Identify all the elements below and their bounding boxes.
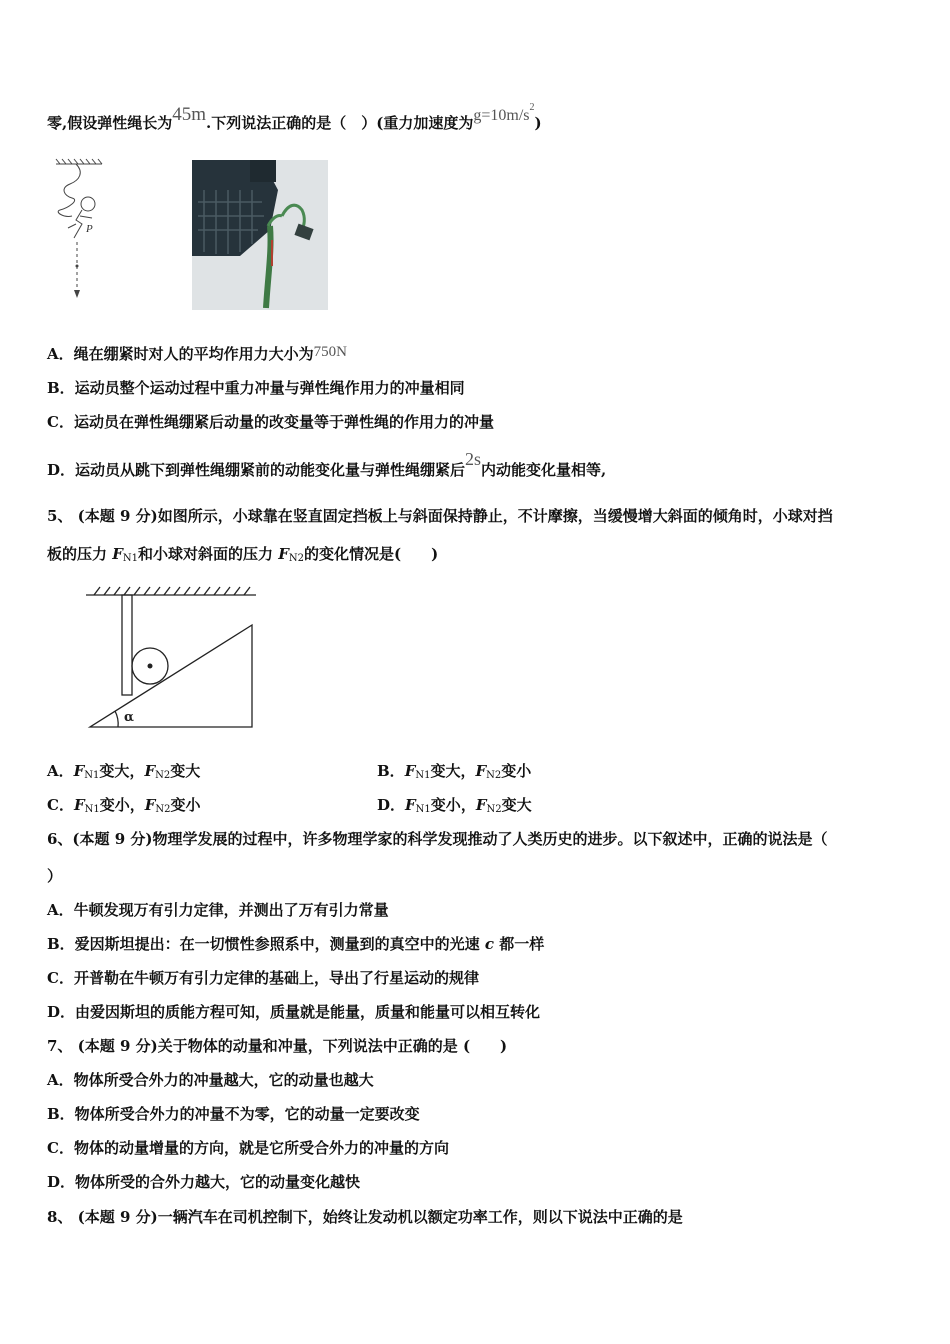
q6-stem-line1: 6、(本题 9 分)物理学发展的过程中，许多物理学家的科学发现推动了人类历史的进步。以下叙述中，正确的说法是（: [47, 830, 828, 848]
q5-stem-line2: 板的压力 $F_{N1}$和小球对斜面的压力 $F_{N2}$的变化情况是( ): [47, 545, 439, 564]
q7-option-b: B．物体所受合外力的冲量不为零，它的动量一定要改变: [47, 1105, 420, 1123]
q6-option-c: C．开普勒在牛顿万有引力定律的基础上，导出了行星运动的规律: [47, 969, 479, 987]
q6-option-d: D．由爱因斯坦的质能方程可知，质量就是能量，质量和能量可以相互转化: [47, 1003, 541, 1021]
q5-option-c: C．$F_{N1}$变小，$F_{N2}$变小: [47, 796, 201, 815]
q8-stem: 8、 (本题 9 分)一辆汽车在司机控制下，始终让发动机以额定功率工作，则以下说法中正确的是: [47, 1208, 683, 1226]
q4-g-exponent: 2: [529, 102, 535, 113]
q7-option-d: D．物体所受的合外力越大，它的动量变化越快: [47, 1173, 361, 1191]
q4-length-value: 45m: [172, 104, 207, 125]
q4-stem: 零,假设弹性绳长为45m.下列说法正确的是（ ）(重力加速度为$g=10m/s^2$): [47, 102, 542, 132]
q5-option-a: A．$F_{N1}$变大，$F_{N2}$变大: [47, 762, 201, 781]
q7-option-c: C．物体的动量增量的方向，就是它所受合外力的冲量的方向: [47, 1139, 449, 1157]
q7-option-a: A．物体所受合外力的冲量越大，它的动量也越大: [47, 1071, 374, 1089]
q6-option-a: A．牛顿发现万有引力定律，并测出了万有引力常量: [47, 901, 389, 919]
q4-option-b: B．运动员整个运动过程中重力冲量与弹性绳作用力的冲量相同: [47, 379, 465, 397]
point-p-label: P: [86, 223, 93, 235]
q5-stem-line1: 5、 (本题 9 分)如图所示，小球靠在竖直固定挡板上与斜面保持静止，不计摩擦，当缓慢增大斜面的倾角时，小球对挡: [47, 507, 833, 525]
q4-option-d-value: 2s: [465, 449, 482, 469]
incline-diagram: [84, 585, 260, 733]
q4-option-a-value: 750N: [313, 344, 347, 360]
q5-option-b: B．$F_{N1}$变大，$F_{N2}$变小: [377, 762, 532, 781]
q6-stem-line2: ）: [47, 867, 63, 885]
q4-option-c: C．运动员在弹性绳绷紧后动量的改变量等于弹性绳的作用力的冲量: [47, 413, 494, 431]
bungee-diagram: [50, 158, 120, 303]
angle-alpha-label: α: [124, 710, 135, 725]
q5-option-d: D．$F_{N1}$变小，$F_{N2}$变大: [377, 796, 532, 815]
q4-option-a: A．绳在绷紧时对人的平均作用力大小为750N: [47, 344, 347, 363]
q4-g-value: g=10m/s: [473, 107, 530, 124]
q7-stem: 7、 (本题 9 分)关于物体的动量和冲量，下列说法中正确的是 ( ): [47, 1037, 508, 1055]
q4-option-d: D．运动员从跳下到弹性绳绷紧前的动能变化量与弹性绳绷紧后2s内动能变化量相等,: [47, 449, 607, 479]
bungee-photo: [192, 160, 328, 310]
q6-option-b: B．爱因斯坦提出：在一切惯性参照系中，测量到的真空中的光速 c 都一样: [47, 935, 545, 953]
